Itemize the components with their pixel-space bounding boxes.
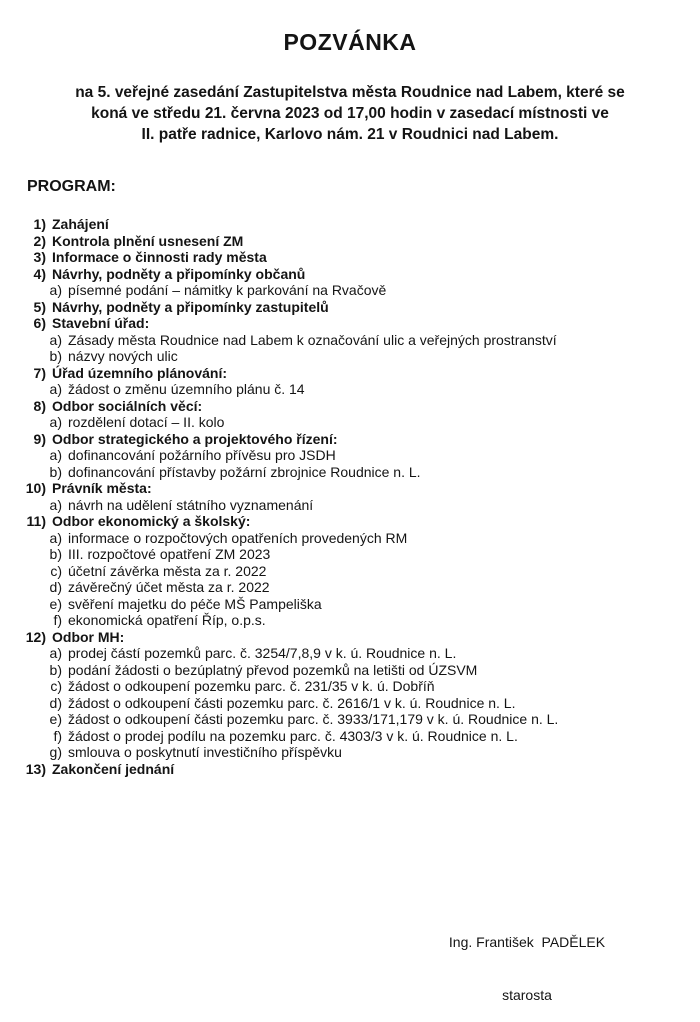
program-subitem bbox=[20, 744, 700, 761]
program-item-number: 12) bbox=[25, 628, 46, 645]
program-subitem-text: III. rozpočtové opatření ZM 2023 bbox=[68, 546, 271, 562]
program-subitem-text: podání žádosti o bezúplatný převod pozemků na letišti od ÚZSVM bbox=[68, 661, 478, 678]
subtitle-line-2: koná ve středu 21. června 2023 od 17,00 hodin v zasedací místnosti ve bbox=[91, 105, 609, 122]
program-item bbox=[20, 233, 700, 250]
program-subitem bbox=[20, 563, 700, 580]
program-subitem-letter: a) bbox=[49, 331, 62, 348]
program-subitem bbox=[20, 546, 700, 563]
program-heading: PROGRAM: bbox=[27, 178, 116, 195]
program-item-title: Odbor strategického a projektového řízení: bbox=[52, 430, 338, 447]
program-subitem-letter: e) bbox=[49, 595, 62, 612]
program-subitem-text: žádost o změnu územního plánu č. 14 bbox=[68, 381, 305, 397]
program-item-number: 6) bbox=[33, 315, 46, 331]
program-item-number: 5) bbox=[33, 298, 46, 315]
program-subitem-letter: c) bbox=[50, 678, 62, 694]
program-subitem bbox=[20, 711, 700, 728]
program-item-title: Kontrola plnění usnesení ZM bbox=[52, 232, 244, 249]
program-item-title: Stavební úřad: bbox=[52, 315, 150, 331]
program-item-number: 11) bbox=[26, 513, 46, 529]
program-subitem-text: žádost o odkoupení pozemku parc. č. 231/35 v k. ú. Dobříň bbox=[68, 678, 435, 694]
program-subitem-letter: a) bbox=[49, 447, 62, 463]
program-subitem bbox=[20, 645, 700, 662]
program-item-number: 3) bbox=[33, 249, 46, 265]
program-subitem bbox=[20, 447, 700, 464]
program-subitem-text: prodej částí pozemků parc. č. 3254/7,8,9 v k. ú. Roudnice n. L. bbox=[68, 645, 457, 661]
program-subitem bbox=[20, 414, 700, 431]
program-subitem-text: ekonomická opatření Říp, o.p.s. bbox=[68, 612, 266, 628]
program-item bbox=[20, 761, 700, 778]
program-item bbox=[20, 216, 700, 233]
program-subitem bbox=[20, 662, 700, 679]
program-subitem-letter: e) bbox=[49, 711, 62, 727]
program-subitem-letter: b) bbox=[49, 546, 62, 562]
program-item-number: 7) bbox=[33, 364, 46, 381]
program-subitem bbox=[20, 348, 700, 365]
program-subitem bbox=[20, 381, 700, 398]
program-item bbox=[20, 365, 700, 382]
program-item-title: Zakončení jednání bbox=[52, 760, 175, 777]
program-item-title: Zahájení bbox=[52, 216, 109, 232]
program-subitem bbox=[20, 497, 700, 514]
program-item-number: 4) bbox=[33, 265, 46, 282]
program-subitem bbox=[20, 728, 700, 745]
program-subitem-letter: a) bbox=[49, 414, 62, 430]
program-subitem bbox=[20, 612, 700, 629]
program-subitem-text: smlouva o poskytnutí investičního příspěvku bbox=[68, 744, 342, 760]
program-item bbox=[20, 266, 700, 283]
program-item-number: 1) bbox=[33, 216, 46, 232]
program-subitem-text: dofinancování požárního přívěsu pro JSDH bbox=[68, 447, 336, 463]
program-item bbox=[20, 431, 700, 448]
program-subitem-letter: a) bbox=[49, 529, 62, 546]
program-subitem-letter: c) bbox=[50, 562, 62, 579]
program-subitem bbox=[20, 678, 700, 695]
program-list bbox=[0, 216, 700, 777]
program-item-title: Úřad územního plánování: bbox=[52, 364, 228, 381]
program-item bbox=[20, 480, 700, 497]
program-subitem-letter: f) bbox=[53, 612, 62, 628]
program-item-title: Odbor MH: bbox=[52, 628, 125, 645]
program-subitem bbox=[20, 695, 700, 712]
program-item bbox=[20, 249, 700, 266]
subtitle-line-1: na 5. veřejné zasedání Zastupitelstva města Roudnice nad Labem, které se bbox=[75, 84, 625, 101]
signature-block bbox=[412, 899, 642, 1022]
program-subitem-text: návrh na udělení státního vyznamenání bbox=[68, 496, 314, 513]
program-subitem-text: závěrečný účet města za r. 2022 bbox=[68, 579, 270, 595]
program-item bbox=[20, 513, 700, 530]
program-subitem-letter: a) bbox=[49, 645, 62, 661]
invitation-subtitle bbox=[0, 82, 700, 145]
program-item-number: 8) bbox=[33, 397, 46, 414]
program-item-number: 10) bbox=[25, 480, 46, 496]
program-subitem bbox=[20, 464, 700, 481]
program-subitem-letter: a) bbox=[49, 282, 62, 298]
program-item-title: Informace o činnosti rady města bbox=[52, 249, 267, 265]
program-subitem-text: účetní závěrka města za r. 2022 bbox=[68, 562, 267, 579]
signature-name: Ing. František PADĚLEK bbox=[448, 934, 606, 950]
program-subitem-letter: a) bbox=[49, 496, 62, 513]
program-subitem-letter: a) bbox=[49, 381, 62, 397]
program-subitem-text: rozdělení dotací – II. kolo bbox=[68, 414, 225, 430]
program-subitem-letter: f) bbox=[53, 727, 62, 744]
program-item bbox=[20, 315, 700, 332]
program-item-title: Odbor sociálních věcí: bbox=[52, 397, 203, 414]
program-subitem-text: žádost o prodej podílu na pozemku parc. č. 4303/3 v k. ú. Roudnice n. L. bbox=[68, 727, 518, 744]
program-subitem-letter: g) bbox=[49, 744, 62, 760]
program-subitem bbox=[20, 282, 700, 299]
program-subitem-letter: b) bbox=[49, 463, 62, 480]
program-item bbox=[20, 398, 700, 415]
program-subitem-text: názvy nových ulic bbox=[68, 348, 178, 364]
program-subitem-letter: b) bbox=[49, 348, 62, 364]
program-subitem-letter: d) bbox=[49, 579, 62, 595]
program-item-title: Návrhy, podněty a připomínky občanů bbox=[52, 265, 306, 282]
program-subitem-text: dofinancování přístavby požární zbrojnice Roudnice n. L. bbox=[68, 463, 421, 480]
program-subitem-text: žádost o odkoupení části pozemku parc. č. 2616/1 v k. ú. Roudnice n. L. bbox=[68, 694, 516, 711]
program-subitem-letter: d) bbox=[49, 694, 62, 711]
program-subitem-letter: b) bbox=[49, 661, 62, 678]
program-item-number: 2) bbox=[33, 232, 46, 249]
program-item bbox=[20, 629, 700, 646]
program-item-title: Právník města: bbox=[52, 480, 152, 496]
program-subitem bbox=[20, 579, 700, 596]
program-item bbox=[20, 299, 700, 316]
program-subitem-text: písemné podání – námitky k parkování na Rvačově bbox=[68, 282, 387, 298]
program-subitem-text: žádost o odkoupení části pozemku parc. č. 3933/171,179 v k. ú. Roudnice n. L. bbox=[68, 711, 559, 727]
signature-role: starosta bbox=[502, 986, 552, 1003]
program-subitem bbox=[20, 530, 700, 547]
subtitle-line-3: II. patře radnice, Karlovo nám. 21 v Roudnici nad Labem. bbox=[141, 126, 559, 143]
program-item-number: 13) bbox=[25, 760, 46, 777]
program-subitem-text: Zásady města Roudnice nad Labem k označování ulic a veřejných prostranství bbox=[68, 331, 557, 348]
program-subitem-text: svěření majetku do péče MŠ Pampeliška bbox=[68, 595, 322, 612]
program-item-title: Odbor ekonomický a školský: bbox=[52, 513, 251, 529]
program-item-number: 9) bbox=[33, 430, 46, 447]
page-title: POZVÁNKA bbox=[283, 29, 417, 55]
program-subitem bbox=[20, 596, 700, 613]
program-subitem-text: informace o rozpočtových opatřeních provedených RM bbox=[68, 529, 408, 546]
program-subitem bbox=[20, 332, 700, 349]
program-item-title: Návrhy, podněty a připomínky zastupitelů bbox=[52, 298, 329, 315]
